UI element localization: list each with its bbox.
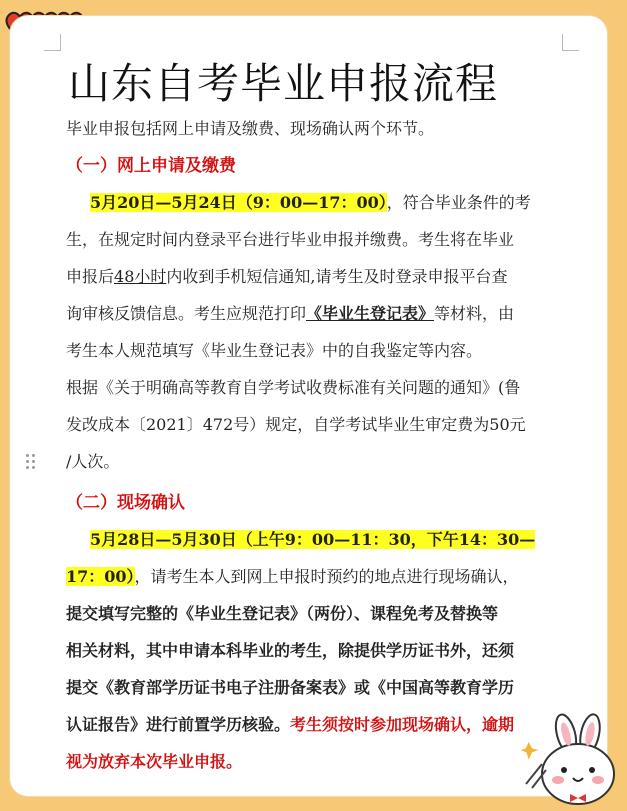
text: 认证报告》进行前置学历核验。	[66, 715, 291, 734]
text: ，符合毕业条件的考	[386, 193, 531, 212]
date-range-highlight: 17：00）	[66, 567, 135, 586]
document-page	[10, 16, 607, 796]
paragraph-line: 提交《教育部学历证书电子注册备案表》或《中国高等教育学历	[66, 678, 515, 697]
underlined-text: 48小时	[114, 267, 167, 286]
corner-mark	[44, 34, 61, 51]
bunny-sticker-icon	[518, 712, 623, 807]
text: 等材料，由	[434, 304, 515, 323]
section1-heading: （一）网上申请及缴费	[66, 156, 236, 176]
page-title: 山东自考毕业申报流程	[68, 59, 499, 108]
paragraph-line	[66, 562, 519, 592]
document-name: 《毕业生登记表》	[306, 304, 435, 323]
paragraph-line: /人次。	[66, 452, 120, 471]
paragraph-line	[66, 299, 514, 329]
paragraph-line	[90, 525, 535, 555]
text: 申报后	[66, 267, 115, 286]
text: 询审核反馈信息。考生应规范打印	[66, 304, 307, 323]
warning-text: 视为放弃本次毕业申报。	[66, 752, 243, 771]
text: ，请考生本人到网上申报时预约的地点进行现场确认，	[134, 567, 519, 586]
text: 内收到手机短信通知,请考生及时登录申报平台查	[166, 267, 508, 286]
corner-mark	[562, 34, 579, 51]
paragraph-line: 生，在规定时间内登录平台进行毕业申报并缴费。考生将在毕业	[66, 230, 515, 249]
paragraph-line: 相关材料，其中申请本科毕业的考生，除提供学历证书外，还须	[66, 641, 515, 660]
section2-heading: （二）现场确认	[66, 493, 185, 513]
paragraph-line	[90, 188, 531, 218]
paragraph-line	[66, 710, 514, 740]
paragraph-line: 考生本人规范填写《毕业生登记表》中的自我鉴定等内容。	[66, 341, 483, 360]
date-range-highlight: 5月28日—5月30日（上午9：00—11：30，下午14：30—	[90, 530, 536, 549]
drag-handle-icon[interactable]	[26, 454, 36, 470]
paragraph-line: 发改成本〔2021〕472号）规定，自学考试毕业生审定费为50元	[66, 415, 526, 434]
paragraph-line	[66, 262, 507, 292]
intro-text: 毕业申报包括网上申请及缴费、现场确认两个环节。	[66, 119, 435, 138]
paragraph-line: 根据《关于明确高等教育自学考试收费标准有关问题的通知》(鲁	[66, 378, 521, 397]
date-range-highlight: 5月20日—5月24日（9：00—17：00）	[90, 193, 387, 212]
paragraph-line: 提交填写完整的《毕业生登记表》（两份）、课程免考及替换等	[66, 604, 499, 623]
warning-text: 考生须按时参加现场确认，逾期	[290, 715, 515, 734]
